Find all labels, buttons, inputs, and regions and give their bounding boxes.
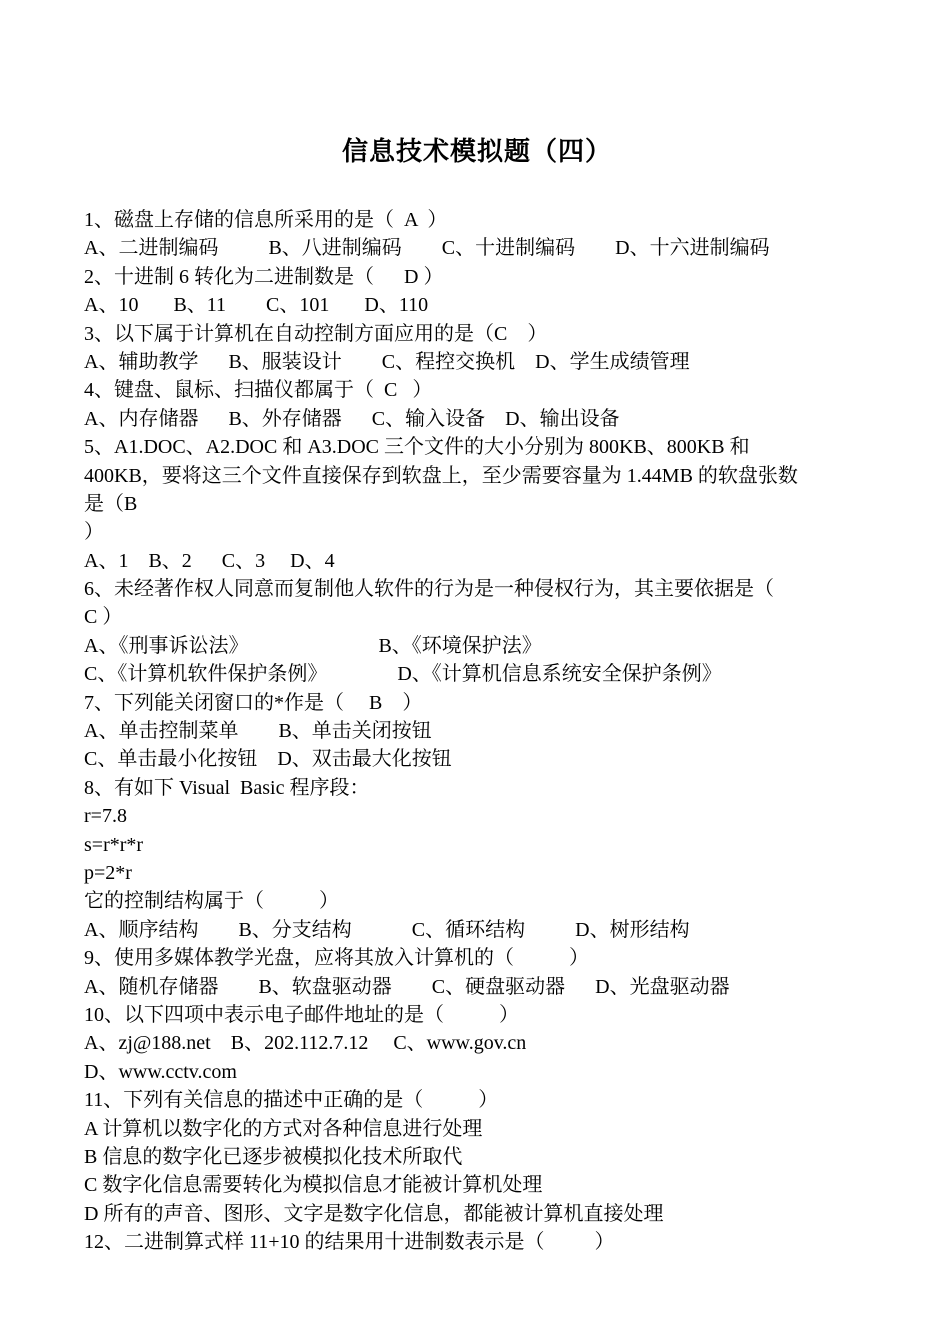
question-3-options: A、辅助教学 B、服装设计 C、程控交换机 D、学生成绩管理: [84, 350, 690, 373]
question-5-stem-line-3: 是（B: [84, 492, 138, 515]
question-11-option-a: A 计算机以数字化的方式对各种信息进行处理: [84, 1117, 483, 1140]
question-2-options: A、10 B、11 C、101 D、110: [84, 294, 429, 317]
question-11-option-d: D 所有的声音、图形、文字是数字化信息，都能被计算机直接处理: [84, 1202, 664, 1225]
question-8-code-line-1: r=7.8: [84, 805, 127, 828]
question-9-stem: 9、使用多媒体教学光盘，应将其放入计算机的（ ）: [84, 947, 589, 970]
question-3-stem: 3、以下属于计算机在自动控制方面应用的是（C ）: [84, 322, 548, 345]
question-11-option-c: C 数字化信息需要转化为模拟信息才能被计算机处理: [84, 1174, 543, 1197]
question-6-options-cd: C、《计算机软件保护条例》 D、《计算机信息系统安全保护条例》: [84, 663, 722, 686]
question-7-options-ab: A、单击控制菜单 B、单击关闭按钮: [84, 720, 432, 743]
question-11-stem: 11、下列有关信息的描述中正确的是（ ）: [84, 1089, 499, 1112]
question-1-options: A、二进制编码 B、八进制编码 C、十进制编码 D、十六进制编码: [84, 237, 770, 260]
question-5-stem-line-1: 5、A1.DOC、A2.DOC 和 A3.DOC 三个文件的大小分别为 800KB、800KB 和: [84, 436, 750, 459]
question-10-options-abc: A、zj@188.net B、202.112.7.12 C、www.gov.cn: [84, 1032, 527, 1055]
question-list: [84, 206, 870, 1256]
question-4-stem: 4、键盘、鼠标、扫描仪都属于（ C ）: [84, 379, 433, 402]
question-10-option-d: D、www.cctv.com: [84, 1060, 237, 1083]
question-5-stem-line-4: ）: [84, 521, 104, 544]
question-6-options-ab: A、《刑事诉讼法》 B、《环境保护法》: [84, 634, 542, 657]
question-7-stem: 7、下列能关闭窗口的*作是（ B ）: [84, 691, 423, 714]
question-1-stem: 1、磁盘上存储的信息所采用的是（ A ）: [84, 209, 448, 231]
question-6-stem-line-1: 6、未经著作权人同意而复制他人软件的行为是一种侵权行为，其主要依据是（: [84, 578, 774, 601]
question-10-stem: 10、以下四项中表示电子邮件地址的是（ ）: [84, 1003, 519, 1026]
question-8-code-line-2: s=r*r*r: [84, 833, 144, 856]
question-5-options: A、1 B、2 C、3 D、4: [84, 549, 335, 572]
question-4-options: A、内存储器 B、外存储器 C、输入设备 D、输出设备: [84, 407, 620, 430]
page-title: 信息技术模拟题（四）: [341, 137, 612, 166]
question-8-prompt: 它的控制结构属于（ ）: [84, 890, 339, 913]
question-12-stem: 12、二进制算式样 11+10 的结果用十进制数表示是（ ）: [84, 1231, 615, 1254]
question-2-stem: 2、十进制 6 转化为二进制数是（ D ）: [84, 265, 444, 288]
question-8-code-line-3: p=2*r: [84, 861, 132, 884]
question-8-stem: 8、有如下 Visual Basic 程序段：: [84, 776, 370, 799]
question-5-stem-line-2: 400KB，要将这三个文件直接保存到软盘上，至少需要容量为 1.44MB 的软盘张数: [84, 464, 798, 487]
question-11-option-b: B 信息的数字化已逐步被模拟化技术所取代: [84, 1145, 463, 1168]
question-9-options: A、随机存储器 B、软盘驱动器 C、硬盘驱动器 D、光盘驱动器: [84, 975, 730, 998]
question-8-options: A、顺序结构 B、分支结构 C、循环结构 D、树形结构: [84, 918, 690, 941]
question-6-stem-line-2: C ）: [84, 606, 123, 629]
question-7-options-cd: C、单击最小化按钮 D、双击最大化按钮: [84, 748, 452, 771]
